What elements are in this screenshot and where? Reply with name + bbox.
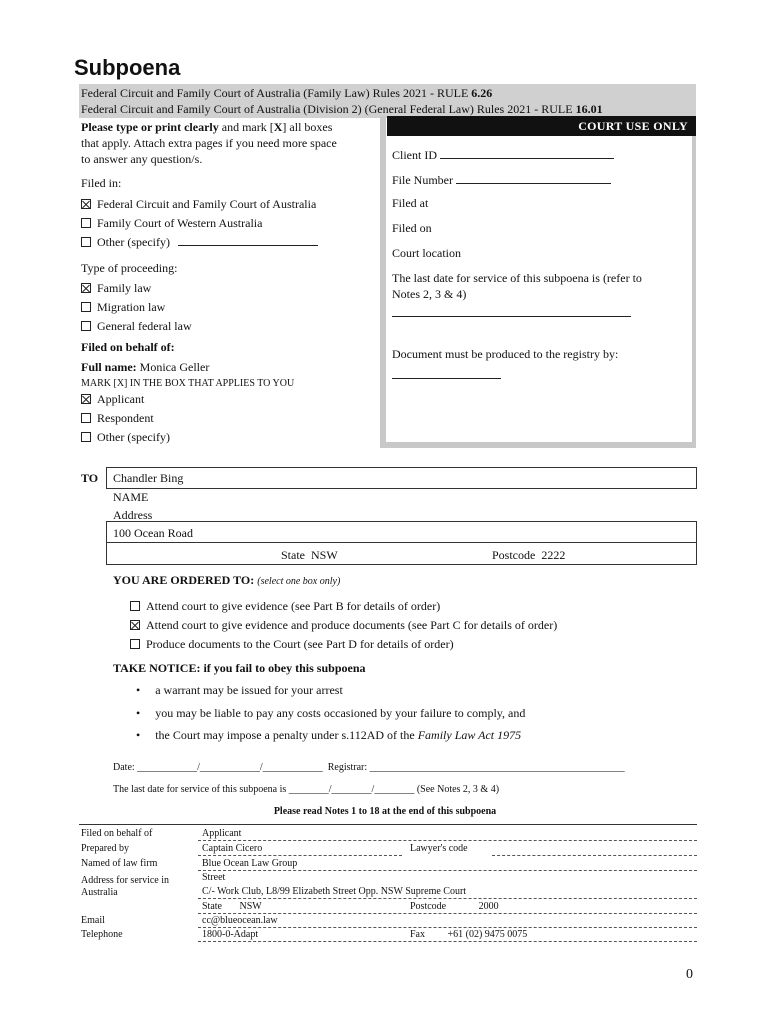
file-number-field[interactable]: File Number (392, 173, 611, 188)
filed-in-label: Filed in: (81, 176, 122, 190)
footer-prepared-label: Prepared by (81, 843, 130, 854)
dash-line (198, 840, 697, 841)
document-produce-line[interactable] (392, 378, 501, 379)
dash-line (198, 941, 697, 942)
dash-line (198, 870, 697, 871)
full-name-value[interactable]: Monica Geller (139, 360, 210, 374)
footer-telephone-value[interactable]: 1800-0-Adapt (202, 929, 259, 940)
address-label: Address (113, 508, 153, 522)
last-date-service-row[interactable]: The last date for service of this subpoena is ________/________/________ (See Notes 2, 3 & 4) (113, 784, 500, 795)
rule-line-2: Federal Circuit and Family Court of Australia (Division 2) (General Federal Law) Rules 2021 - RULE 16.01 (81, 102, 603, 116)
footer-firm-label: Named of law firm (81, 858, 158, 869)
to-label: TO (81, 471, 99, 485)
proceeding-option-family[interactable]: Family law (81, 281, 151, 296)
footer-fax[interactable]: Fax +61 (02) 9475 0075 (410, 929, 528, 940)
dash-line (198, 855, 402, 856)
instructions: Please type or print clearly and mark [X] all boxes that apply. Attach extra pages if you need more space to answer any question/s. (81, 120, 337, 166)
page-title: Subpoena (74, 55, 181, 80)
address-divider (106, 542, 697, 543)
checkbox-checked[interactable] (81, 283, 91, 293)
checkbox-checked[interactable] (81, 199, 91, 209)
footer-firm-value[interactable]: Blue Ocean Law Group (202, 858, 298, 869)
filed-on-field: Filed on (392, 221, 432, 235)
court-use-header: COURT USE ONLY (387, 116, 696, 136)
footer-email-label: Email (81, 915, 105, 926)
other-specify-line[interactable] (178, 245, 318, 246)
filed-in-option-other[interactable]: Other (specify) (81, 235, 318, 250)
footer-filed-value[interactable]: Applicant (202, 828, 242, 839)
read-notes: Please read Notes 1 to 18 at the end of this subpoena (273, 806, 497, 817)
take-notice-heading: TAKE NOTICE: if you fail to obey this subpoena (113, 661, 366, 675)
mark-note: MARK [X] IN THE BOX THAT APPLIES TO YOU (81, 378, 295, 389)
footer-postcode[interactable]: Postcode 2000 (410, 901, 499, 912)
footer-lawyer-code-label: Lawyer's code (410, 843, 468, 854)
checkbox-checked[interactable] (130, 620, 140, 630)
last-date-service-text: The last date for service of this subpoena is (refer to Notes 2, 3 & 4) (392, 271, 642, 301)
checkbox-checked[interactable] (81, 394, 91, 404)
party-option-applicant[interactable]: Applicant (81, 392, 144, 407)
address-value[interactable]: 100 Ocean Road (113, 526, 193, 540)
recipient-name-value[interactable]: Chandler Bing (113, 471, 184, 485)
notice-bullet-2: • you may be liable to pay any costs occasioned by your failure to comply, and (136, 706, 526, 720)
footer-telephone-label: Telephone (81, 929, 123, 940)
dash-line (198, 898, 697, 899)
order-option-attend[interactable]: Attend court to give evidence (see Part B for details of order) (130, 599, 440, 614)
address-box[interactable] (106, 521, 697, 565)
full-name-row: Full name: Monica Geller (81, 360, 210, 374)
page-number: 0 (686, 967, 693, 982)
checkbox[interactable] (81, 302, 91, 312)
dash-line (198, 927, 697, 928)
document-produce-text: Document must be produced to the registry by: (392, 347, 619, 361)
court-location-field: Court location (392, 246, 461, 260)
notice-bullet-1: • a warrant may be issued for your arrest (136, 683, 343, 697)
last-date-line[interactable] (392, 316, 631, 317)
footer-filed-label: Filed on behalf of (81, 828, 153, 839)
client-id-field[interactable]: Client ID (392, 148, 614, 163)
footer-street-value[interactable]: C/- Work Club, L8/99 Elizabeth Street Opp. NSW Supreme Court (202, 886, 467, 897)
dash-line (198, 913, 697, 914)
recipient-name-label: NAME (113, 490, 149, 504)
footer-lawyer-code-field[interactable] (492, 855, 697, 856)
recipient-name-box[interactable] (106, 467, 697, 489)
footer-address-label: Address for service in Australia (81, 875, 170, 898)
checkbox[interactable] (81, 218, 91, 228)
order-option-produce[interactable]: Produce documents to the Court (see Part D for details of order) (130, 637, 454, 652)
party-option-other[interactable]: Other (specify) (81, 430, 170, 445)
state-field[interactable]: State NSW (281, 548, 338, 562)
footer-state[interactable]: State NSW (202, 901, 262, 912)
rule-line-1: Federal Circuit and Family Court of Australia (Family Law) Rules 2021 - RULE 6.26 (81, 86, 493, 100)
footer-street-label: Street (202, 872, 226, 883)
notice-bullet-3: • the Court may impose a penalty under s.112AD of the Family Law Act 1975 (136, 728, 522, 742)
checkbox[interactable] (81, 432, 91, 442)
checkbox[interactable] (81, 321, 91, 331)
proceeding-label: Type of proceeding: (81, 261, 178, 275)
checkbox[interactable] (81, 413, 91, 423)
filed-in-option-fcwa[interactable]: Family Court of Western Australia (81, 216, 262, 231)
filed-on-behalf-label: Filed on behalf of: (81, 340, 175, 354)
checkbox[interactable] (130, 639, 140, 649)
proceeding-option-migration[interactable]: Migration law (81, 300, 165, 315)
filed-in-option-fcfca[interactable]: Federal Circuit and Family Court of Australia (81, 197, 316, 212)
order-option-attend-produce[interactable]: Attend court to give evidence and produce documents (see Part C for details of order) (130, 618, 557, 633)
checkbox[interactable] (81, 237, 91, 247)
postcode-field[interactable]: Postcode 2222 (492, 548, 566, 562)
footer-top-rule (79, 824, 697, 825)
footer-email-value[interactable]: cc@blueocean.law (202, 915, 278, 926)
party-option-respondent[interactable]: Respondent (81, 411, 154, 426)
filed-at-field: Filed at (392, 196, 429, 210)
footer-prepared-value[interactable]: Captain Cicero (202, 843, 263, 854)
checkbox[interactable] (130, 601, 140, 611)
ordered-heading: YOU ARE ORDERED TO: (select one box only) (113, 573, 341, 587)
proceeding-option-general[interactable]: General federal law (81, 319, 192, 334)
date-registrar-row[interactable]: Date: ____________/____________/____________ Registrar: ___________________________________________________ (113, 762, 625, 773)
